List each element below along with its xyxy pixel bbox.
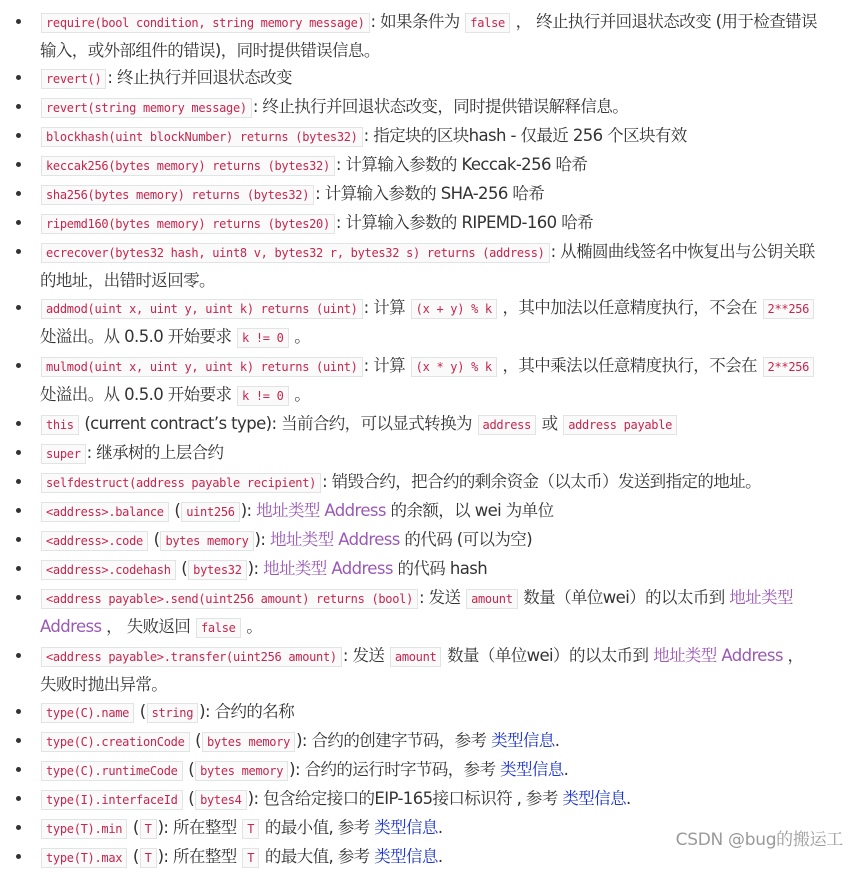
inline-code: <address>.balance [41, 502, 169, 522]
inline-code: mulmod(uint x, uint y, uint k) returns (uint) [41, 357, 363, 377]
inline-code: k != 0 [237, 386, 289, 406]
item-text: . [625, 789, 631, 808]
list-item [40, 209, 817, 238]
list-item [40, 93, 817, 122]
inline-code: address payable [563, 415, 677, 435]
item-text: : 计算输入参数的 Keccak-256 哈希 [335, 155, 588, 174]
inline-code: false [196, 618, 241, 638]
inline-code: sha256(bytes memory) returns (bytes32) [41, 185, 314, 205]
list-item [40, 352, 817, 410]
inline-code: super [41, 444, 86, 464]
list-item [40, 497, 817, 526]
item-text: ( [128, 847, 139, 866]
list-item [40, 180, 817, 209]
inline-code: ripemd160(bytes memory) returns (bytes20) [41, 214, 335, 234]
item-text: 的最小值, 参考 [260, 818, 375, 837]
item-text: : 终止执行并回退状态改变，同时提供错误解释信息。 [252, 97, 629, 116]
address-type-link[interactable]: 地址类型 Address [270, 530, 400, 549]
list-item [40, 468, 817, 497]
item-text: ): 包含给定接口的EIP-165接口标识符 , 参考 [247, 789, 563, 808]
list-item [40, 122, 817, 151]
inline-code: amount [390, 647, 442, 667]
item-text: 处溢出。从 0.5.0 开始要求 [40, 385, 237, 404]
list-item [40, 439, 817, 468]
address-type-link[interactable]: 地址类型 Address [653, 646, 783, 665]
item-text: ): [254, 530, 270, 549]
item-text: ): 所在整型 [157, 818, 242, 837]
inline-code: revert(string memory message) [41, 98, 252, 118]
inline-code: <address payable>.transfer(uint256 amount) [41, 647, 342, 667]
item-text: ( [169, 501, 181, 520]
inline-code: uint256 [181, 502, 239, 522]
inline-code: bytes32 [188, 560, 246, 580]
inline-code: type(C).runtimeCode [41, 761, 183, 781]
item-text: 。 [241, 617, 263, 636]
item-text: ，其中乘法以任意精度执行，不会在 [497, 356, 762, 375]
item-text: 的代码 hash [392, 559, 488, 578]
list-item [40, 8, 817, 64]
inline-code: T [242, 819, 259, 839]
inline-code: selfdestruct(address payable recipient) [41, 473, 321, 493]
inline-code: <address>.code [41, 531, 148, 551]
list-item [40, 756, 817, 785]
item-text: 的余额，以 wei 为单位 [385, 501, 554, 520]
address-type-link[interactable]: 地址类型 Address [40, 588, 793, 636]
inline-code: type(T).min [41, 819, 127, 839]
inline-code: require(bool condition, string memory message) [41, 13, 370, 33]
item-text: ， 失败返回 [101, 617, 195, 636]
inline-code: 2**256 [763, 299, 815, 319]
inline-code: 2**256 [763, 357, 815, 377]
item-text: ): 合约的创建字节码，参考 [296, 731, 492, 750]
item-text: ( [135, 702, 146, 721]
inline-code: bytes memory [160, 531, 253, 551]
list-item [40, 238, 817, 294]
item-text: : 计算输入参数的 RIPEMD-160 哈希 [335, 213, 594, 232]
type-info-link[interactable]: 类型信息 [374, 818, 438, 837]
item-text: : 终止执行并回退状态改变 [107, 68, 292, 87]
item-text: ): [240, 501, 257, 520]
list-item [40, 642, 817, 698]
inline-code: keccak256(bytes memory) returns (bytes32) [41, 156, 335, 176]
item-text: : 如果条件为 [370, 12, 465, 31]
item-text: ( [183, 760, 195, 779]
item-text: ( [183, 789, 195, 808]
item-text: ，其中加法以任意精度执行，不会在 [497, 298, 762, 317]
inline-code: bytes memory [202, 732, 295, 752]
list-item [40, 151, 817, 180]
address-type-link[interactable]: 地址类型 Address [256, 501, 386, 520]
item-text: : 指定块的区块hash - 仅最近 256 个区块有效 [363, 126, 687, 145]
inline-code: type(T).max [41, 848, 127, 868]
inline-code: <address>.codehash [41, 560, 176, 580]
item-text: 数量（单位wei）的以太币到 [518, 588, 730, 607]
inline-code: false [465, 13, 510, 33]
item-text: : 从椭圆曲线签名中恢复出与公钥关联的地址，出错时返回零。 [40, 242, 815, 290]
item-text: : 继承树的上层合约 [86, 443, 224, 462]
list-item [40, 785, 817, 814]
item-text: ( [190, 731, 201, 750]
inline-code: T [140, 848, 157, 868]
watermark: CSDN @bug的搬运工 [675, 830, 843, 850]
list-item [40, 584, 817, 642]
item-text: : 计算输入参数的 SHA-256 哈希 [315, 184, 545, 203]
inline-code: type(C).creationCode [41, 732, 190, 752]
inline-code: k != 0 [237, 328, 289, 348]
inline-code: type(I).interfaceId [41, 790, 183, 810]
type-info-link[interactable]: 类型信息 [562, 789, 626, 808]
inline-code: T [140, 819, 157, 839]
inline-code: bytes4 [195, 790, 247, 810]
item-text: ( [128, 818, 139, 837]
item-text: 或 [537, 414, 563, 433]
item-text: (current contract’s type): 当前合约，可以显式转换为 [79, 414, 477, 433]
item-text: ( [148, 530, 160, 549]
item-text: : 销毁合约，把合约的剩余资金（以太币）发送到指定的地址。 [322, 472, 761, 491]
item-text: ): 合约的名称 [199, 702, 295, 721]
item-text: : 计算 [363, 356, 410, 375]
inline-code: this [41, 415, 79, 435]
type-info-link[interactable]: 类型信息 [491, 731, 555, 750]
inline-code: revert() [41, 69, 106, 89]
inline-code: bytes memory [195, 761, 288, 781]
list-item [40, 526, 817, 555]
item-text: ， 终止执行并回退状态改变 (用于检查错误输入，或外部组件的错误)，同时提供错误信息。 [40, 12, 817, 60]
item-text: : 发送 [419, 588, 466, 607]
type-info-link[interactable]: 类型信息 [500, 760, 564, 779]
item-text: ): 所在整型 [157, 847, 242, 866]
inline-code: ecrecover(bytes32 hash, uint8 v, bytes32 r, bytes32 s) returns (address) [41, 243, 550, 263]
type-info-link[interactable]: 类型信息 [374, 847, 438, 866]
inline-code: <address payable>.send(uint256 amount) returns (bool) [41, 589, 418, 609]
item-text: . [437, 818, 443, 837]
item-text: . [554, 731, 560, 750]
list-item [40, 698, 817, 727]
inline-code: addmod(uint x, uint y, uint k) returns (uint) [41, 299, 363, 319]
list-item [40, 555, 817, 584]
list-item [40, 294, 817, 352]
item-text: 。 [289, 385, 311, 404]
item-text: 的最大值, 参考 [260, 847, 375, 866]
inline-code: type(C).name [41, 703, 134, 723]
item-text: . [563, 760, 569, 779]
item-text: : 计算 [363, 298, 410, 317]
item-text: ， 失败时抛出异常。 [40, 646, 804, 694]
address-type-link[interactable]: 地址类型 Address [263, 559, 393, 578]
item-text: . [437, 847, 443, 866]
item-text: ): [247, 559, 264, 578]
list-item [40, 727, 817, 756]
inline-code: (x + y) % k [411, 299, 497, 319]
item-text: 数量（单位wei）的以太币到 [442, 646, 654, 665]
inline-code: (x * y) % k [411, 357, 497, 377]
list-item [40, 64, 817, 93]
item-text: 的代码 (可以为空) [399, 530, 533, 549]
inline-code: blockhash(uint blockNumber) returns (bytes32) [41, 127, 363, 147]
list-item [40, 410, 817, 439]
item-text: : 发送 [342, 646, 389, 665]
inline-code: address [478, 415, 536, 435]
item-text: 处溢出。从 0.5.0 开始要求 [40, 327, 237, 346]
inline-code: string [147, 703, 199, 723]
inline-code: amount [466, 589, 518, 609]
item-text: ( [176, 559, 188, 578]
item-text: 。 [289, 327, 311, 346]
inline-code: T [242, 848, 259, 868]
item-text: ): 合约的运行时字节码，参考 [289, 760, 501, 779]
